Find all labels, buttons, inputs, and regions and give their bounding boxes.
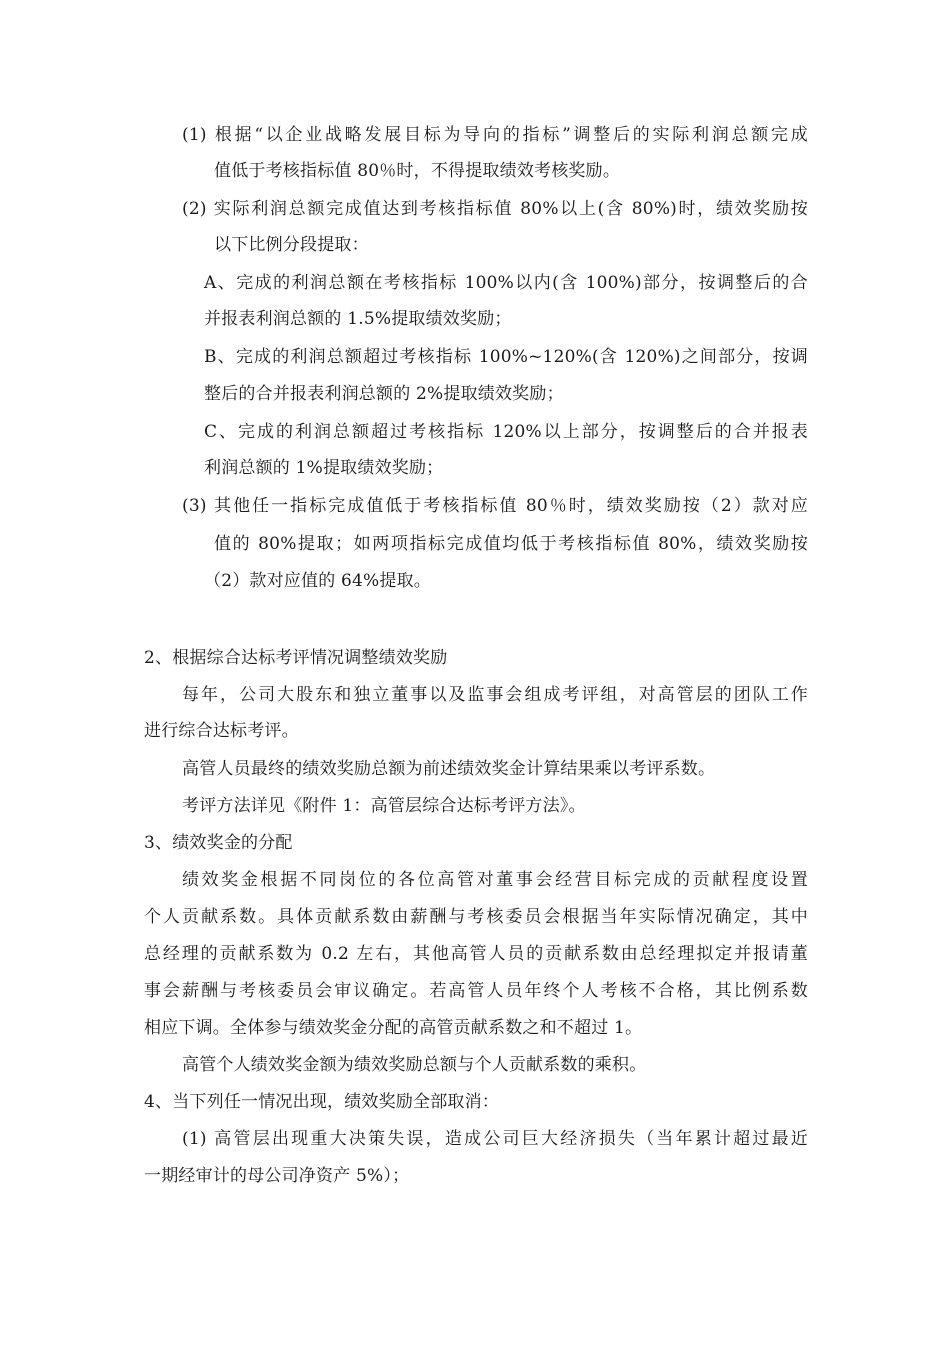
section-3-para-1-line-2: 个人贡献系数。具体贡献系数由薪酬与考核委员会根据当年实际情况确定，其中 — [144, 907, 808, 927]
tier-b-line-1: B、完成的利润总额超过考核指标 100%~120%(含 120%)之间部分，按调 — [204, 347, 808, 367]
section-2-para-2: 高管人员最终的绩效奖励总额为前述绩效奖金计算结果乘以考评系数。 — [182, 759, 716, 779]
tier-a-line-1: A、完成的利润总额在考核指标 100%以内(含 100%)部分，按调整后的合 — [204, 273, 808, 293]
section-4-item-1-line-1: (1) 高管层出现重大决策失误，造成公司巨大经济损失（当年累计超过最近 — [182, 1129, 808, 1149]
section-3-para-1-line-1: 绩效奖金根据不同岗位的各位高管对董事会经营目标完成的贡献程度设置 — [182, 870, 808, 890]
section-3-heading: 3、绩效奖金的分配 — [144, 833, 293, 853]
section-3-para-1-line-5: 相应下调。全体参与绩效奖金分配的高管贡献系数之和不超过 1。 — [144, 1018, 643, 1038]
section-4-heading: 4、当下列任一情况出现，绩效奖励全部取消： — [144, 1092, 500, 1112]
section-3-para-2: 高管个人绩效奖金额为绩效奖励总额与个人贡献系数的乘积。 — [182, 1055, 647, 1075]
tier-b-line-2: 整后的合并报表利润总额的 2%提取绩效奖励； — [204, 384, 564, 404]
section-2-para-3: 考评方法详见《附件 1：高管层综合达标考评方法》。 — [182, 796, 586, 816]
item-3-line-1: (3) 其他任一指标完成值低于考核指标值 80％时，绩效奖励按（2）款对应 — [182, 496, 808, 516]
section-4-item-1-line-2: 一期经审计的母公司净资产 5%）； — [144, 1166, 410, 1186]
tier-c-line-1: C、完成的利润总额超过考核指标 120%以上部分，按调整后的合并报表 — [204, 422, 808, 442]
item-2-line-2: 以下比例分段提取： — [214, 235, 369, 255]
item-3-line-3: （2）款对应值的 64%提取。 — [204, 571, 432, 591]
tier-a-line-2: 并报表利润总额的 1.5%提取绩效奖励； — [204, 309, 512, 329]
tier-c-line-2: 利润总额的 1%提取绩效奖励； — [204, 458, 444, 478]
item-1-line-1: (1) 根据“以企业战略发展目标为导向的指标”调整后的实际利润总额完成 — [182, 125, 808, 145]
section-3-para-1-line-3: 总经理的贡献系数为 0.2 左右，其他高管人员的贡献系数由总经理拟定并报请董 — [144, 944, 808, 964]
section-2-para-1-line-2: 进行综合达标考评。 — [144, 721, 299, 741]
section-2-heading: 2、根据综合达标考评情况调整绩效奖励 — [144, 648, 448, 668]
section-3-para-1-line-4: 事会薪酬与考核委员会审议确定。若高管人员年终个人考核不合格，其比例系数 — [144, 981, 808, 1001]
item-3-line-2: 值的 80%提取；如两项指标完成值均低于考核指标值 80%，绩效奖励按 — [214, 534, 808, 554]
item-2-line-1: (2) 实际利润总额完成值达到考核指标值 80%以上(含 80%)时，绩效奖励按 — [182, 199, 808, 219]
item-1-line-2: 值低于考核指标值 80％时，不得提取绩效考核奖励。 — [214, 161, 621, 181]
section-2-para-1-line-1: 每年，公司大股东和独立董事以及监事会组成考评组，对高管层的团队工作 — [182, 685, 808, 705]
